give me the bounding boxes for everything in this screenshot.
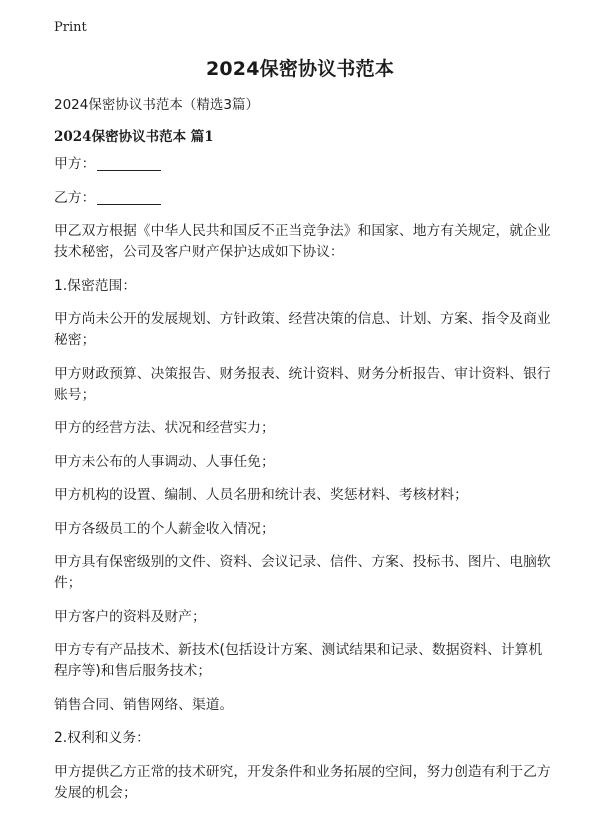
scope-heading: 1.保密范围： xyxy=(54,277,137,294)
scope-item: 销售合同、销售网络、渠道。 xyxy=(54,696,234,713)
scope-item: 甲方机构的设置、编制、人员名册和统计表、奖惩材料、考核材料； xyxy=(54,487,468,503)
section-heading: 2024保密协议书范本 篇1 xyxy=(54,129,214,145)
document-body xyxy=(54,154,552,816)
party-b-blank xyxy=(97,190,161,205)
scope-item: 甲方具有保密级别的文件、资料、会议记录、信件、方案、投标书、图片、电脑软件； xyxy=(54,554,551,591)
scope-item: 甲方客户的资料及财产； xyxy=(54,608,206,625)
scope-item: 甲方各级员工的个人薪金收入情况； xyxy=(54,520,275,537)
rights-item: 甲方提供乙方正常的技术研究，开发条件和业务拓展的空间，努力创造有利于乙方发展的机会； xyxy=(54,763,551,801)
scope-item: 甲方财政预算、决策报告、财务报表、统计资料、财务分析报告、审计资料、银行账号； xyxy=(54,365,551,403)
scope-item: 甲方的经营方法、状况和经营实力； xyxy=(54,420,275,436)
document-title: 2024保密协议书范本 xyxy=(205,58,395,80)
scope-item: 甲方尚未公开的发展规划、方针政策、经营决策的信息、计划、方案、指令及商业秘密； xyxy=(54,311,551,348)
document-subtitle: 2024保密协议书范本（精选3篇） xyxy=(54,97,259,113)
scope-item: 甲方专有产品技术、新技术(包括设计方案、测试结果和记录、数据资料、计算机程序等)和售后服务技术； xyxy=(54,642,543,679)
party-a-label: 甲方： xyxy=(54,156,96,172)
party-a-blank xyxy=(97,156,161,171)
scope-item: 甲方未公布的人事调动、人事任免； xyxy=(54,453,275,470)
rights-heading: 2.权利和义务： xyxy=(54,730,150,746)
party-b-label: 乙方： xyxy=(54,189,96,206)
print-link[interactable]: Print xyxy=(54,20,87,35)
intro-paragraph: 甲乙双方根据《中华人民共和国反不正当竞争法》和国家、地方有关规定，就企业技术秘密，公司及客户财产保护达成如下协议： xyxy=(54,223,551,260)
party-b-line xyxy=(54,188,552,209)
party-a-line xyxy=(54,154,552,175)
